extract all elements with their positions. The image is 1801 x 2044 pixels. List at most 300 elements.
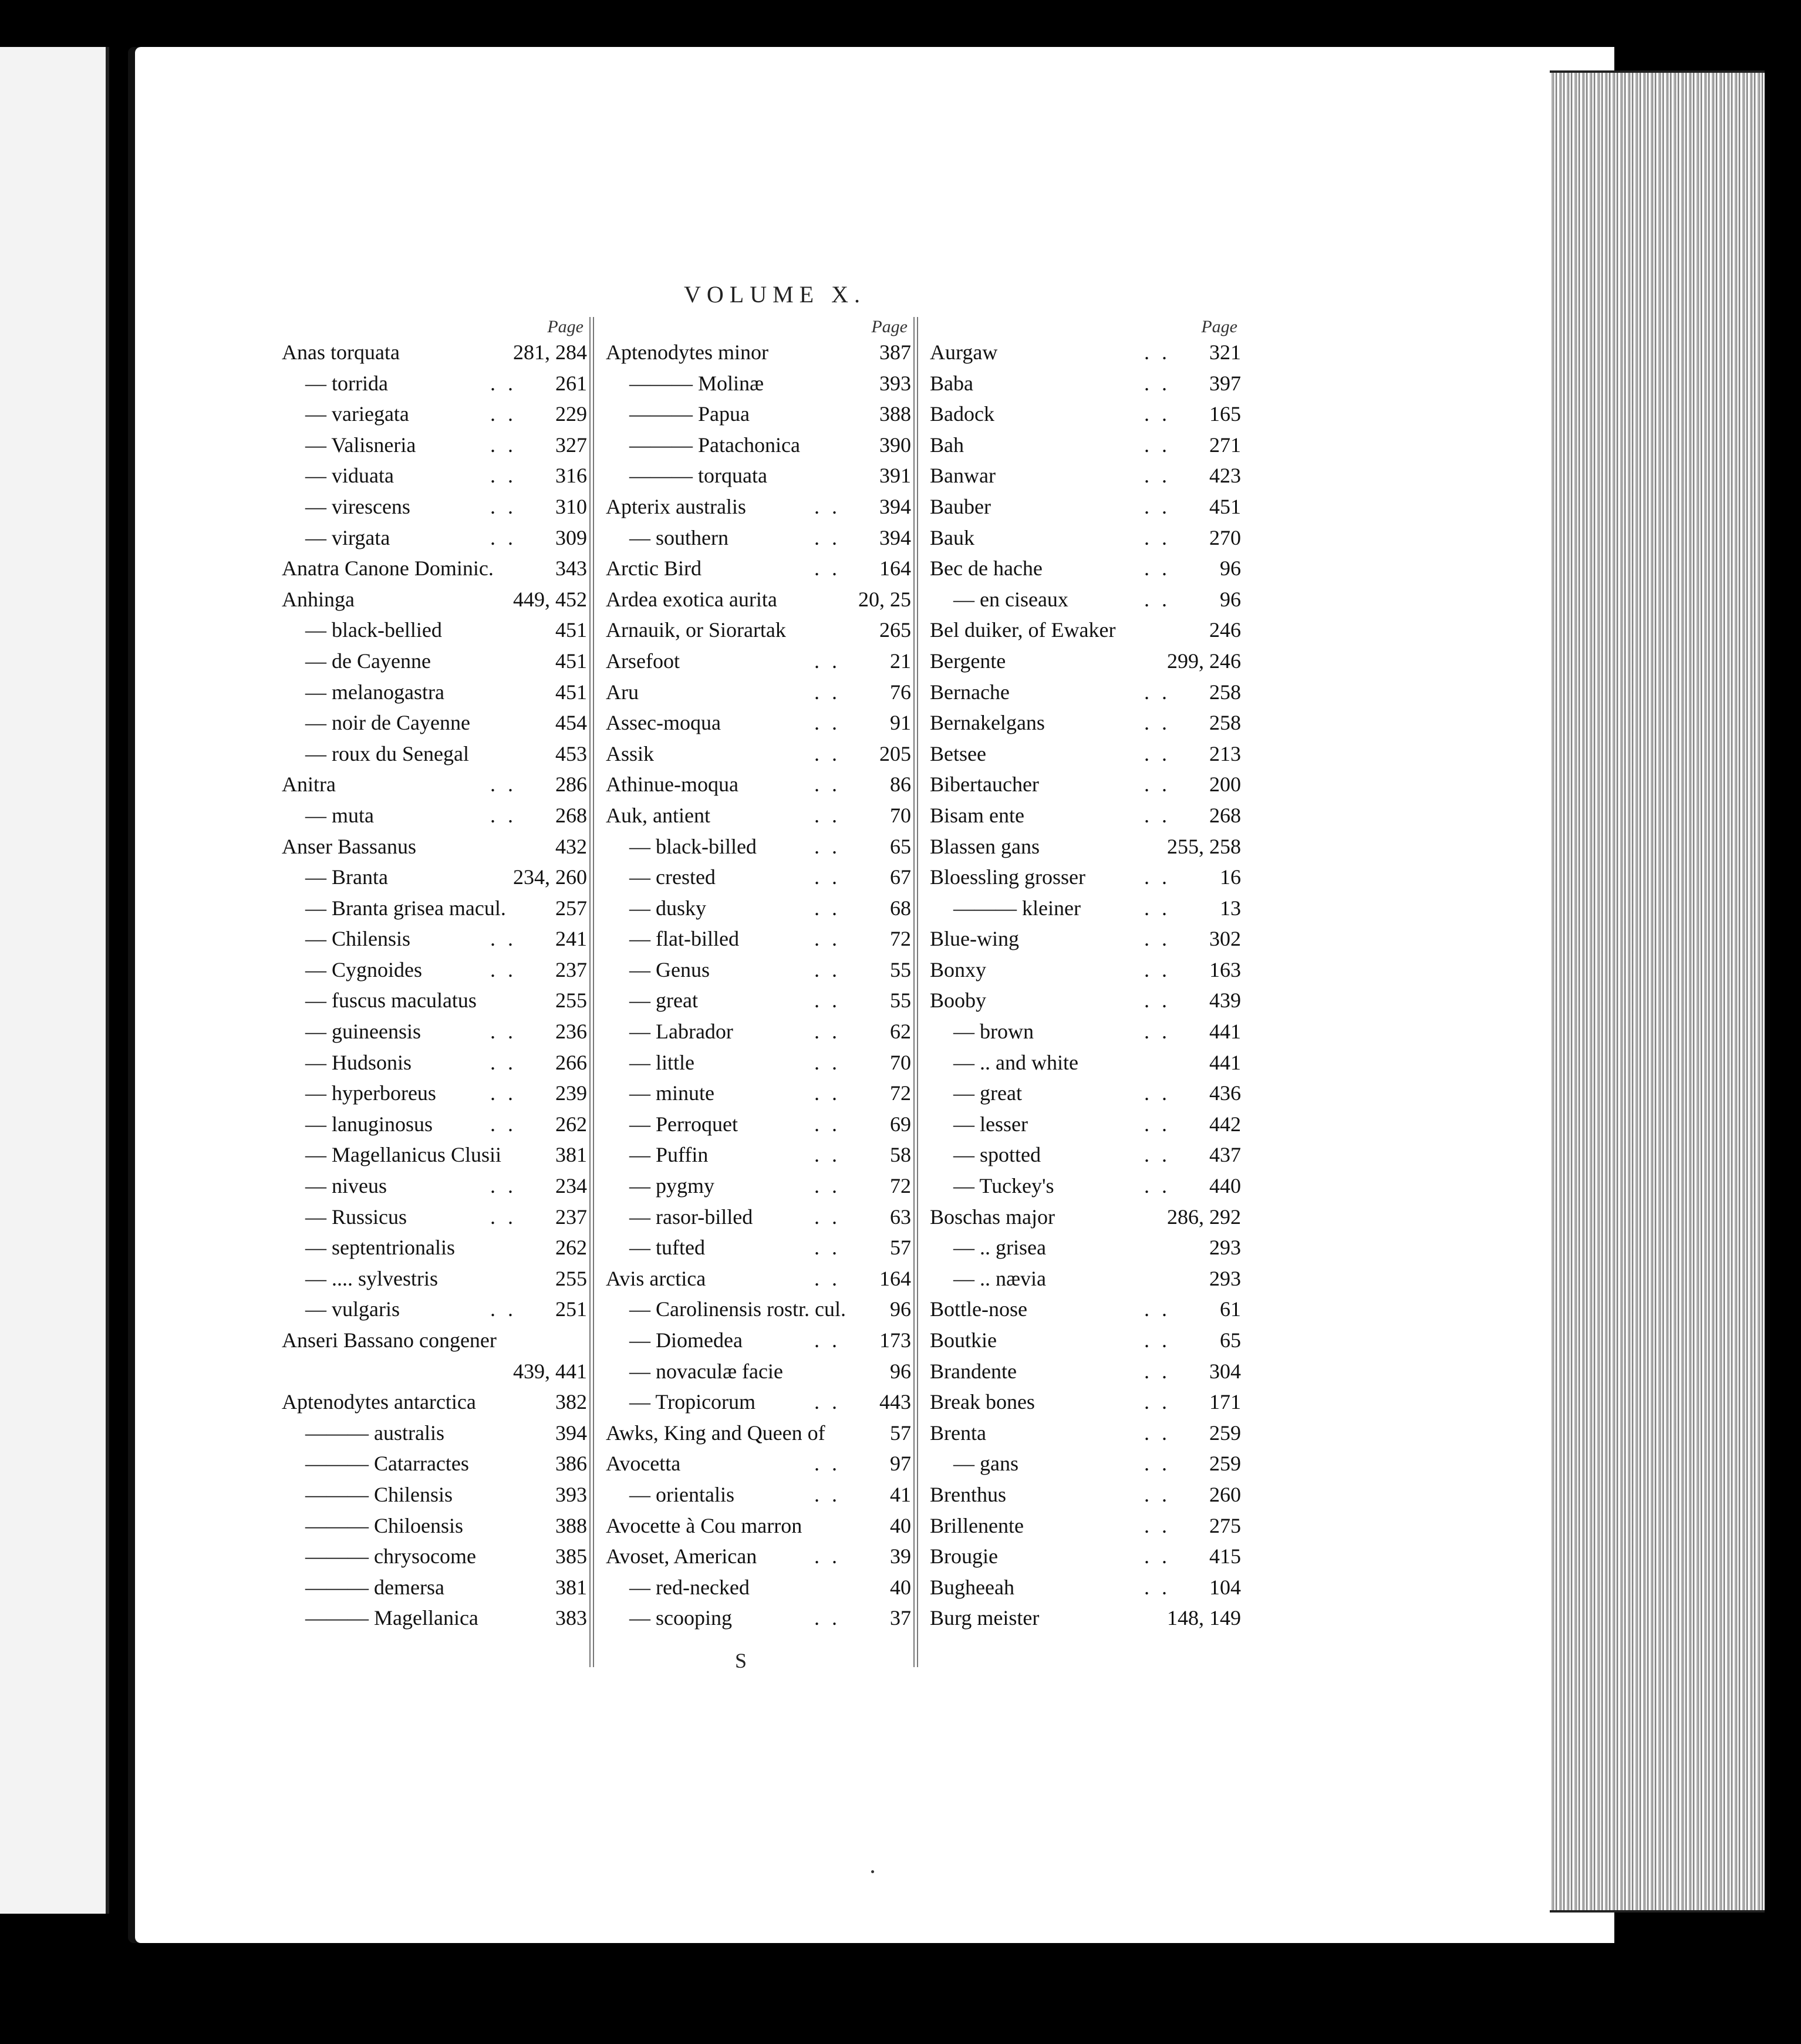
leader-dots: . . — [814, 1452, 841, 1476]
index-entry — [930, 1356, 1241, 1387]
entry-page: 443 — [879, 1390, 911, 1414]
entry-name: Brenthus — [930, 1482, 1006, 1506]
leader-dots: . . — [1144, 464, 1171, 488]
entry-name: Bonxy — [930, 957, 987, 981]
entry-name: ——— Patachonica — [629, 433, 800, 457]
entry-page: 13 — [1220, 896, 1241, 920]
entry-name: — variegata — [305, 402, 409, 426]
entry-page: 72 — [890, 1081, 911, 1105]
entry-name: — hyperboreus — [305, 1081, 436, 1105]
index-entry — [930, 1387, 1241, 1418]
entry-page: 40 — [890, 1575, 911, 1599]
entry-name: — rasor-billed — [629, 1205, 753, 1229]
entry-name: — Puffin — [629, 1143, 709, 1167]
index-column-1 — [282, 317, 587, 1655]
entry-page: 20, 25 — [858, 587, 911, 611]
index-entry — [930, 1047, 1241, 1078]
entry-name: ——— Molinæ — [629, 371, 764, 395]
entry-name: ——— kleiner — [953, 896, 1081, 920]
entry-name: Avocetta — [606, 1452, 681, 1476]
entry-page: 164 — [879, 556, 911, 581]
index-entry — [606, 553, 911, 584]
index-entry — [606, 1603, 911, 1634]
entry-name: Bernakelgans — [930, 711, 1045, 735]
entry-page: 381 — [555, 1575, 587, 1599]
entry-name: — Genus — [629, 957, 710, 981]
leader-dots: . . — [814, 803, 841, 827]
index-entry — [930, 522, 1241, 554]
page-heading: VOLUME X. — [684, 281, 866, 308]
entry-name: — Cygnoides — [305, 957, 423, 981]
entry-page: 200 — [1209, 773, 1241, 797]
entry-page: 241 — [555, 927, 587, 951]
leader-dots: . . — [814, 1544, 841, 1569]
leader-dots: . . — [490, 525, 517, 549]
entry-page: 40 — [890, 1513, 911, 1537]
leader-dots: . . — [1144, 1421, 1171, 1445]
leader-dots: . . — [814, 1482, 841, 1506]
entry-name: — roux du Senegal — [305, 741, 469, 765]
entry-name: Assec-moqua — [606, 711, 721, 735]
leader-dots: . . — [814, 865, 841, 889]
entry-page: 271 — [1209, 433, 1241, 457]
leader-dots: . . — [1144, 1575, 1171, 1599]
entry-page: 261 — [555, 371, 587, 395]
entry-page: 72 — [890, 927, 911, 951]
entry-name: Bec de hache — [930, 556, 1043, 581]
leader-dots: . . — [1144, 494, 1171, 518]
index-entry — [930, 1572, 1241, 1603]
entry-page: 63 — [890, 1205, 911, 1229]
index-entry — [606, 1294, 911, 1325]
entry-name: Arsefoot — [606, 649, 680, 673]
entry-name: Ardea exotica aurita — [606, 587, 777, 611]
entry-page: 388 — [555, 1513, 587, 1537]
entry-page: 76 — [890, 680, 911, 704]
leader-dots: . . — [490, 957, 517, 981]
leader-dots: . . — [1144, 1143, 1171, 1167]
entry-name: — fuscus maculatus — [305, 989, 477, 1013]
index-entry — [606, 1418, 911, 1449]
entry-page: 262 — [555, 1112, 587, 1136]
leader-dots: . . — [814, 1390, 841, 1414]
entry-name: Aptenodytes minor — [606, 340, 768, 364]
index-entry — [606, 646, 911, 677]
index-entry — [606, 769, 911, 800]
leader-dots: . . — [1144, 1482, 1171, 1506]
entry-page: 275 — [1209, 1513, 1241, 1537]
entry-page: 388 — [879, 402, 911, 426]
entry-name: — Carolinensis rostr. cul. — [629, 1297, 846, 1321]
index-entry — [282, 1387, 587, 1418]
entry-name: Apterix australis — [606, 494, 746, 518]
index-entry — [930, 1232, 1241, 1263]
column-rule — [913, 317, 918, 1667]
index-entry — [282, 1541, 587, 1572]
entry-name: ——— Chiloensis — [305, 1513, 464, 1537]
leader-dots: . . — [814, 649, 841, 673]
entry-name: Awks, King and Queen of — [606, 1421, 825, 1445]
entry-page: 451 — [555, 680, 587, 704]
entry-page: 293 — [1209, 1236, 1241, 1260]
entry-page: 96 — [890, 1359, 911, 1383]
entry-page: 394 — [879, 494, 911, 518]
index-entry — [930, 1171, 1241, 1202]
entry-page: 171 — [1209, 1390, 1241, 1414]
index-entry — [606, 1325, 911, 1356]
leader-dots: . . — [1144, 402, 1171, 426]
leader-dots: . . — [814, 989, 841, 1013]
index-entry — [930, 1294, 1241, 1325]
entry-page: 343 — [555, 556, 587, 581]
entry-name: — Diomedea — [629, 1328, 743, 1352]
left-page-edge — [0, 0, 141, 2044]
entry-name: Baba — [930, 371, 973, 395]
leader-dots: . . — [1144, 1297, 1171, 1321]
index-entry — [930, 399, 1241, 430]
leader-dots: . . — [814, 556, 841, 581]
entry-name: — Branta grisea macul. — [305, 896, 506, 920]
entry-page: 385 — [555, 1544, 587, 1569]
index-entry — [930, 584, 1241, 615]
index-entry — [606, 1572, 911, 1603]
entry-page: 449, 452 — [513, 587, 587, 611]
entry-page: 67 — [890, 865, 911, 889]
printers-dot — [871, 1870, 874, 1873]
index-entry — [606, 584, 911, 615]
entry-page: 268 — [1209, 803, 1241, 827]
index-entry — [930, 1109, 1241, 1140]
index-entry — [606, 1479, 911, 1510]
index-entry — [930, 1479, 1241, 1510]
index-entry — [282, 1263, 587, 1294]
entry-name: ——— Catarractes — [305, 1452, 469, 1476]
index-entry — [606, 954, 911, 986]
leader-dots: . . — [814, 1112, 841, 1136]
index-entry — [606, 1078, 911, 1109]
entry-page: 309 — [555, 525, 587, 549]
entry-name: — de Cayenne — [305, 649, 431, 673]
entry-name: Arctic Bird — [606, 556, 701, 581]
entry-page: 237 — [555, 1205, 587, 1229]
index-entry — [282, 1448, 587, 1479]
entry-name: Bauber — [930, 494, 991, 518]
entry-page: 97 — [890, 1452, 911, 1476]
leader-dots: . . — [1144, 680, 1171, 704]
entry-name: — Tuckey's — [953, 1174, 1054, 1198]
leader-dots: . . — [814, 834, 841, 858]
index-entry — [930, 368, 1241, 399]
index-entry — [606, 460, 911, 491]
entry-page: 393 — [879, 371, 911, 395]
index-entry — [282, 646, 587, 677]
entry-name: — en ciseaux — [953, 587, 1068, 611]
entry-page: 259 — [1209, 1421, 1241, 1445]
index-entry — [282, 460, 587, 491]
leader-dots: . . — [490, 402, 517, 426]
entry-page: 436 — [1209, 1081, 1241, 1105]
entry-name: — dusky — [629, 896, 707, 920]
entry-name: — great — [953, 1081, 1022, 1105]
entry-page: 86 — [890, 773, 911, 797]
index-entry — [282, 985, 587, 1016]
entry-page: 258 — [1209, 711, 1241, 735]
index-entry — [606, 800, 911, 831]
entry-name: Bibertaucher — [930, 773, 1039, 797]
entry-name: Anatra Canone Dominic. — [282, 556, 494, 581]
entry-page: 70 — [890, 803, 911, 827]
entry-page: 55 — [890, 957, 911, 981]
index-entry — [282, 1356, 587, 1387]
leader-dots: . . — [814, 711, 841, 735]
entry-page: 164 — [879, 1266, 911, 1290]
index-entry — [282, 430, 587, 461]
leader-dots: . . — [814, 741, 841, 765]
index-entry — [930, 1448, 1241, 1479]
index-entry — [606, 862, 911, 893]
leader-dots: . . — [1144, 927, 1171, 951]
entry-page: 41 — [890, 1482, 911, 1506]
index-entry — [930, 769, 1241, 800]
entry-name: Anhinga — [282, 587, 355, 611]
index-entry — [282, 1294, 587, 1325]
leader-dots: . . — [1144, 1174, 1171, 1198]
entry-page: 257 — [555, 896, 587, 920]
index-entry — [606, 1387, 911, 1418]
index-entry — [606, 1510, 911, 1542]
entry-page: 432 — [555, 834, 587, 858]
entry-name: Assik — [606, 741, 655, 765]
index-entry — [606, 1232, 911, 1263]
entry-name: — Magellanicus Clusii — [305, 1143, 501, 1167]
entry-page: 57 — [890, 1236, 911, 1260]
entry-page: 148, 149 — [1167, 1606, 1241, 1630]
entry-page: 383 — [555, 1606, 587, 1630]
entry-name: — red-necked — [629, 1575, 750, 1599]
entry-page: 281, 284 — [513, 340, 587, 364]
entry-name: — niveus — [305, 1174, 387, 1198]
index-entry — [930, 1418, 1241, 1449]
entry-name: — Tropicorum — [629, 1390, 756, 1414]
leader-dots: . . — [814, 1081, 841, 1105]
entry-name: — spotted — [953, 1143, 1041, 1167]
index-entry — [282, 769, 587, 800]
index-entry — [606, 677, 911, 708]
entry-page: 321 — [1209, 340, 1241, 364]
entry-page: 239 — [555, 1081, 587, 1105]
index-entry — [282, 368, 587, 399]
entry-name: Boschas major — [930, 1205, 1055, 1229]
leader-dots: . . — [1144, 1081, 1171, 1105]
entry-name: ——— Magellanica — [305, 1606, 478, 1630]
entry-page: 265 — [879, 618, 911, 642]
index-entry — [606, 893, 911, 924]
entry-name: — orientalis — [629, 1482, 734, 1506]
entry-page: 439, 441 — [513, 1359, 587, 1383]
index-entry — [606, 337, 911, 368]
entry-page: 229 — [555, 402, 587, 426]
index-entry — [282, 1325, 587, 1356]
index-entry — [606, 985, 911, 1016]
entry-name: — minute — [629, 1081, 714, 1105]
entry-name: ——— torquata — [629, 464, 767, 488]
leader-dots: . . — [1144, 957, 1171, 981]
leader-dots: . . — [1144, 865, 1171, 889]
index-entry — [606, 1171, 911, 1202]
leader-dots: . . — [1144, 1359, 1171, 1383]
entry-page: 437 — [1209, 1143, 1241, 1167]
leader-dots: . . — [814, 494, 841, 518]
entry-name: — southern — [629, 525, 729, 549]
index-entry — [930, 707, 1241, 738]
index-entry — [606, 522, 911, 554]
entry-name: Aptenodytes antarctica — [282, 1390, 476, 1414]
index-entry — [930, 831, 1241, 862]
page-column-label: Page — [547, 317, 584, 336]
index-entry — [282, 1572, 587, 1603]
entry-name: Avis arctica — [606, 1266, 706, 1290]
entry-page: 251 — [555, 1297, 587, 1321]
entry-name: — black-billed — [629, 834, 757, 858]
index-entry — [282, 893, 587, 924]
entry-name: — tufted — [629, 1236, 705, 1260]
index-entry — [930, 1263, 1241, 1294]
leader-dots: . . — [1144, 587, 1171, 611]
entry-page: 259 — [1209, 1452, 1241, 1476]
entry-name: Bauk — [930, 525, 974, 549]
entry-page: 440 — [1209, 1174, 1241, 1198]
entry-name: — muta — [305, 803, 374, 827]
entry-page: 260 — [1209, 1482, 1241, 1506]
index-entry — [930, 1202, 1241, 1233]
leader-dots: . . — [1144, 1452, 1171, 1476]
index-entry — [930, 430, 1241, 461]
index-entry — [606, 1448, 911, 1479]
entry-page: 394 — [555, 1421, 587, 1445]
leader-dots: . . — [1144, 1328, 1171, 1352]
index-entry — [930, 923, 1241, 954]
leader-dots: . . — [1144, 433, 1171, 457]
entry-name: Aru — [606, 680, 639, 704]
entry-page: 69 — [890, 1112, 911, 1136]
leader-dots: . . — [814, 1266, 841, 1290]
index-entry — [930, 1325, 1241, 1356]
entry-page: 39 — [890, 1544, 911, 1569]
entry-page: 262 — [555, 1236, 587, 1260]
entry-page: 386 — [555, 1452, 587, 1476]
entry-page: 451 — [1209, 494, 1241, 518]
entry-page: 246 — [1209, 618, 1241, 642]
leader-dots: . . — [490, 371, 517, 395]
entry-page: 68 — [890, 896, 911, 920]
entry-page: 96 — [1220, 556, 1241, 581]
leader-dots: . . — [490, 494, 517, 518]
index-entry — [930, 1016, 1241, 1047]
leader-dots: . . — [814, 1174, 841, 1198]
index-entry — [282, 615, 587, 646]
entry-page: 255 — [555, 989, 587, 1013]
entry-name: Blassen gans — [930, 834, 1040, 858]
page-edges — [1550, 70, 1767, 1913]
entry-name: — Valisneria — [305, 433, 416, 457]
index-entry — [282, 1016, 587, 1047]
entry-name: Badock — [930, 402, 994, 426]
index-entry — [606, 615, 911, 646]
entry-name: — melanogastra — [305, 680, 444, 704]
leader-dots: . . — [490, 773, 517, 797]
index-entry — [606, 368, 911, 399]
entry-page: 382 — [555, 1390, 587, 1414]
entry-name: Auk, antient — [606, 803, 710, 827]
leader-dots: . . — [1144, 1390, 1171, 1414]
leader-dots: . . — [490, 927, 517, 951]
index-entry — [282, 399, 587, 430]
entry-name: — gans — [953, 1452, 1018, 1476]
entry-page: 387 — [879, 340, 911, 364]
leader-dots: . . — [490, 803, 517, 827]
entry-name: Anseri Bassano congener — [282, 1328, 497, 1352]
index-entry — [282, 738, 587, 770]
entry-name: — novaculæ facie — [629, 1359, 783, 1383]
entry-name: — Russicus — [305, 1205, 407, 1229]
entry-name: Bah — [930, 433, 964, 457]
index-entry — [930, 1541, 1241, 1572]
entry-page: 258 — [1209, 680, 1241, 704]
entry-name: — noir de Cayenne — [305, 711, 470, 735]
entry-page: 390 — [879, 433, 911, 457]
index-entry — [606, 831, 911, 862]
index-entry — [282, 1202, 587, 1233]
entry-page: 65 — [1220, 1328, 1241, 1352]
entry-name: — torrida — [305, 371, 388, 395]
entry-page: 234, 260 — [513, 865, 587, 889]
entry-page: 393 — [555, 1482, 587, 1506]
entry-page: 397 — [1209, 371, 1241, 395]
index-entry — [930, 1603, 1241, 1634]
entry-page: 454 — [555, 711, 587, 735]
index-entry — [282, 862, 587, 893]
entry-page: 286 — [555, 773, 587, 797]
index-entry — [282, 1109, 587, 1140]
leader-dots: . . — [1144, 371, 1171, 395]
entry-page: 442 — [1209, 1112, 1241, 1136]
leader-dots: . . — [814, 1205, 841, 1229]
entry-page: 381 — [555, 1143, 587, 1167]
index-entry — [606, 923, 911, 954]
leader-dots: . . — [1144, 803, 1171, 827]
index-column-2 — [606, 317, 911, 1655]
entry-name: Brougie — [930, 1544, 998, 1569]
index-entry — [930, 460, 1241, 491]
entry-page: 415 — [1209, 1544, 1241, 1569]
leader-dots: . . — [490, 1050, 517, 1074]
index-entry — [282, 800, 587, 831]
entry-page: 16 — [1220, 865, 1241, 889]
page-column-label: Page — [871, 317, 908, 336]
index-entry — [606, 1139, 911, 1171]
entry-name: Arnauik, or Siorartak — [606, 618, 786, 642]
entry-name: Anser Bassanus — [282, 834, 416, 858]
index-list — [930, 337, 1241, 1634]
entry-name: Bel duiker, of Ewaker — [930, 618, 1116, 642]
entry-page: 165 — [1209, 402, 1241, 426]
entry-name: Burg meister — [930, 1606, 1040, 1630]
index-entry — [282, 1047, 587, 1078]
index-entry — [930, 738, 1241, 770]
entry-page: 55 — [890, 989, 911, 1013]
leader-dots: . . — [490, 1112, 517, 1136]
entry-name: — great — [629, 989, 698, 1013]
